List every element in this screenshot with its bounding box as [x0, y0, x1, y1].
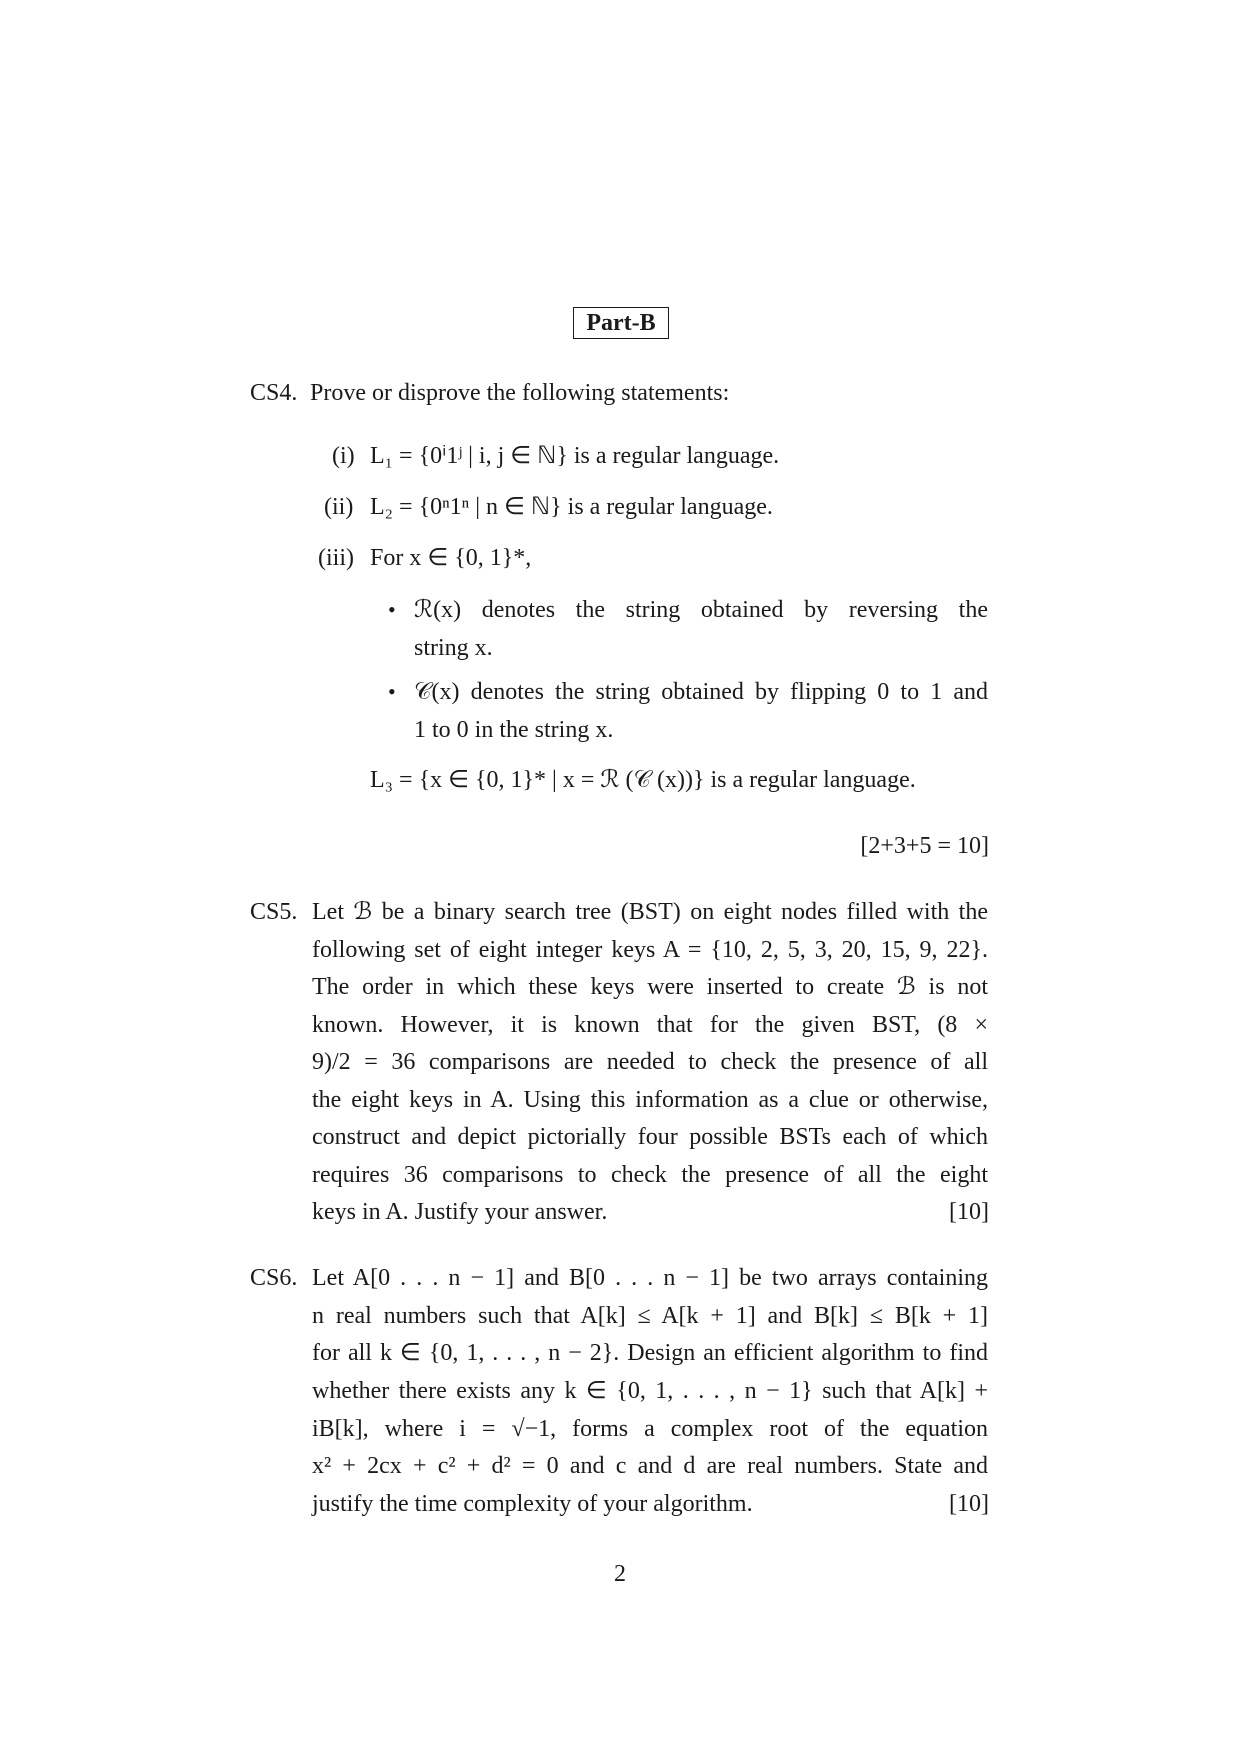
cs4-intro: Prove or disprove the following statements: — [310, 380, 730, 406]
cs4-bullet-2-line1: 𝒞(x) denotes the string obtained by flipping 0 to 1 and — [414, 679, 988, 705]
cs5-line: Let ℬ be a binary search tree (BST) on eight nodes filled with the — [312, 899, 988, 925]
cs4-item-i-label: (i) — [332, 443, 355, 469]
cs5-line: construct and depict pictorially four possible BSTs each of which — [312, 1124, 988, 1150]
cs6-line: whether there exists any k ∈ {0, 1, . . . , n − 1} such that A[k] + — [312, 1378, 988, 1404]
cs5-line: the eight keys in A. Using this information as a clue or otherwise, — [312, 1087, 988, 1113]
cs5-line: known. However, it is known that for the given BST, (8 × — [312, 1012, 988, 1038]
cs5-line: 9)/2 = 36 comparisons are needed to check the presence of all — [312, 1049, 988, 1075]
cs5-marks: [10] — [949, 1199, 989, 1225]
cs6-last-line: justify the time complexity of your algorithm. — [312, 1491, 753, 1517]
bullet-icon: • — [388, 597, 396, 622]
cs4-item-ii-label: (ii) — [324, 494, 354, 520]
page-number: 2 — [614, 1561, 626, 1587]
part-title: Part-B — [573, 307, 669, 339]
cs6-line: Let A[0 . . . n − 1] and B[0 . . . n − 1] be two arrays containing — [312, 1265, 988, 1291]
cs4-marks: [2+3+5 = 10] — [860, 833, 989, 859]
cs6-marks: [10] — [949, 1491, 989, 1517]
cs4-item-iii-text: For x ∈ {0, 1}*, — [370, 545, 532, 571]
cs4-item-ii-text: L₂ = {0ⁿ1ⁿ | n ∈ ℕ} is a regular language. — [370, 494, 773, 520]
cs6-line: x² + 2cx + c² + d² = 0 and c and d are real numbers. State and — [312, 1453, 988, 1479]
cs6-line: iB[k], where i = √−1, forms a complex root of the equation — [312, 1416, 988, 1442]
cs4-l3-definition: L₃ = {x ∈ {0, 1}* | x = ℛ (𝒞 (x))} is a regular language. — [370, 767, 916, 793]
cs5-line: The order in which these keys were inserted to create ℬ is not — [312, 974, 988, 1000]
cs4-item-i-text: L₁ = {0ⁱ1ʲ | i, j ∈ ℕ} is a regular language. — [370, 443, 780, 469]
cs4-bullet-1-line1: ℛ(x) denotes the string obtained by reversing the — [414, 597, 988, 623]
cs5-last-line: keys in A. Justify your answer. — [312, 1199, 608, 1225]
question-label-cs4: CS4. — [250, 380, 298, 406]
bullet-icon: • — [388, 679, 396, 704]
question-label-cs6: CS6. — [250, 1265, 298, 1291]
cs6-line: for all k ∈ {0, 1, . . . , n − 2}. Design an efficient algorithm to find — [312, 1340, 988, 1366]
cs4-item-iii-label: (iii) — [318, 545, 354, 571]
cs5-line: following set of eight integer keys A = {10, 2, 5, 3, 20, 15, 9, 22}. — [312, 937, 988, 963]
question-label-cs5: CS5. — [250, 899, 298, 925]
cs4-bullet-2-line2: 1 to 0 in the string x. — [414, 717, 614, 743]
cs4-bullet-1-line2: string x. — [414, 635, 493, 661]
cs6-line: n real numbers such that A[k] ≤ A[k + 1] and B[k] ≤ B[k + 1] — [312, 1303, 988, 1329]
cs5-line: requires 36 comparisons to check the presence of all the eight — [312, 1162, 988, 1188]
